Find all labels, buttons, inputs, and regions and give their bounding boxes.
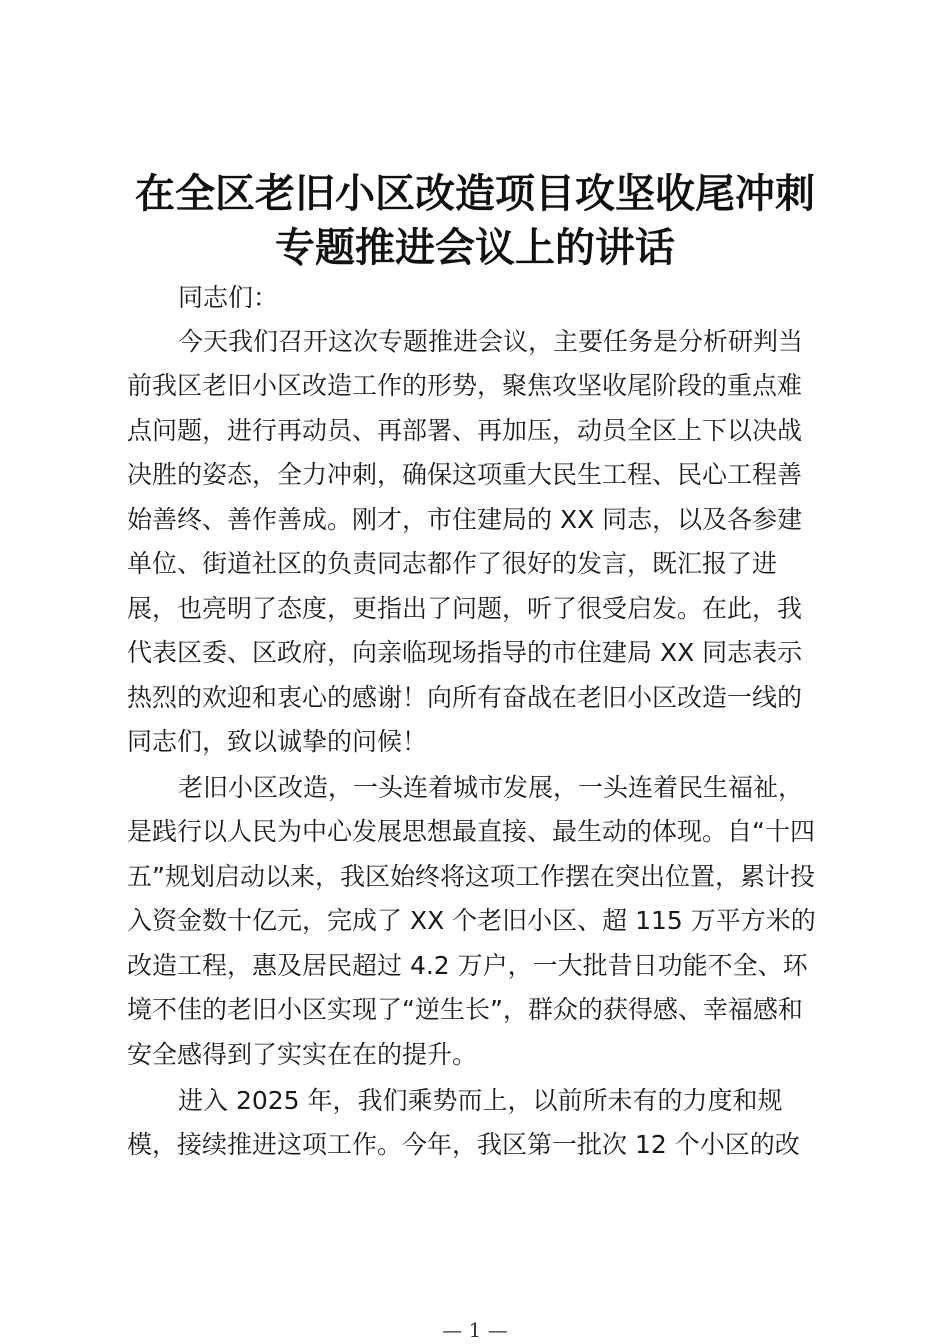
paragraph-3-line: 模，接续推进这项工作。今年，我区第一批次 12 个小区的改 <box>127 1130 800 1159</box>
document-title-line-1: 在全区老旧小区改造项目攻坚收尾冲刺 <box>135 170 815 217</box>
paragraph-1-line: 决胜的姿态，全力冲刺，确保这项重大民生工程、民心工程善 <box>127 460 803 489</box>
paragraph-1-line: 热烈的欢迎和衷心的感谢！向所有奋战在老旧小区改造一线的 <box>127 683 803 712</box>
paragraph-1-line: 始善终、善作善成。刚才，市住建局的 XX 同志，以及各参建 <box>127 505 803 534</box>
page-number: — 1 — <box>442 1318 508 1342</box>
paragraph-1-line: 代表区委、区政府，向亲临现场指导的市住建局 XX 同志表示 <box>127 638 803 667</box>
salutation: 同志们： <box>178 283 279 312</box>
paragraph-2-line: 五”规划启动以来，我区始终将这项工作摆在突出位置，累计投 <box>127 862 815 891</box>
paragraph-1-line: 同志们，致以诚挚的问候！ <box>127 727 428 756</box>
paragraph-1-line: 前我区老旧小区改造工作的形势，聚焦攻坚收尾阶段的重点难 <box>127 371 803 400</box>
paragraph-2-line: 入资金数十亿元，完成了 XX 个老旧小区、超 115 万平方米的 <box>127 906 816 935</box>
paragraph-2-line: 老旧小区改造，一头连着城市发展，一头连着民生福祉， <box>178 773 804 802</box>
paragraph-2-line: 境不佳的老旧小区实现了“逆生长”，群众的获得感、幸福感和 <box>127 995 803 1024</box>
paragraph-2-line: 是践行以人民为中心发展思想最直接、最生动的体现。自“十四 <box>127 817 815 846</box>
document-title-line-2: 专题推进会议上的讲话 <box>275 224 675 271</box>
paragraph-1-line: 展，也亮明了态度，更指出了问题，听了很受启发。在此，我 <box>127 594 803 623</box>
paragraph-1-line: 点问题，进行再动员、再部署、再加压，动员全区上下以决战 <box>127 416 803 445</box>
paragraph-1-line: 单位、街道社区的负责同志都作了很好的发言，既汇报了进 <box>127 549 778 578</box>
paragraph-2-line: 安全感得到了实实在在的提升。 <box>127 1040 478 1069</box>
paragraph-3-line: 进入 2025 年，我们乘势而上，以前所未有的力度和规 <box>178 1086 783 1115</box>
paragraph-1-line: 今天我们召开这次专题推进会议，主要任务是分析研判当 <box>178 327 804 356</box>
paragraph-2-line: 改造工程，惠及居民超过 4.2 万户，一大批昔日功能不全、环 <box>127 951 808 980</box>
